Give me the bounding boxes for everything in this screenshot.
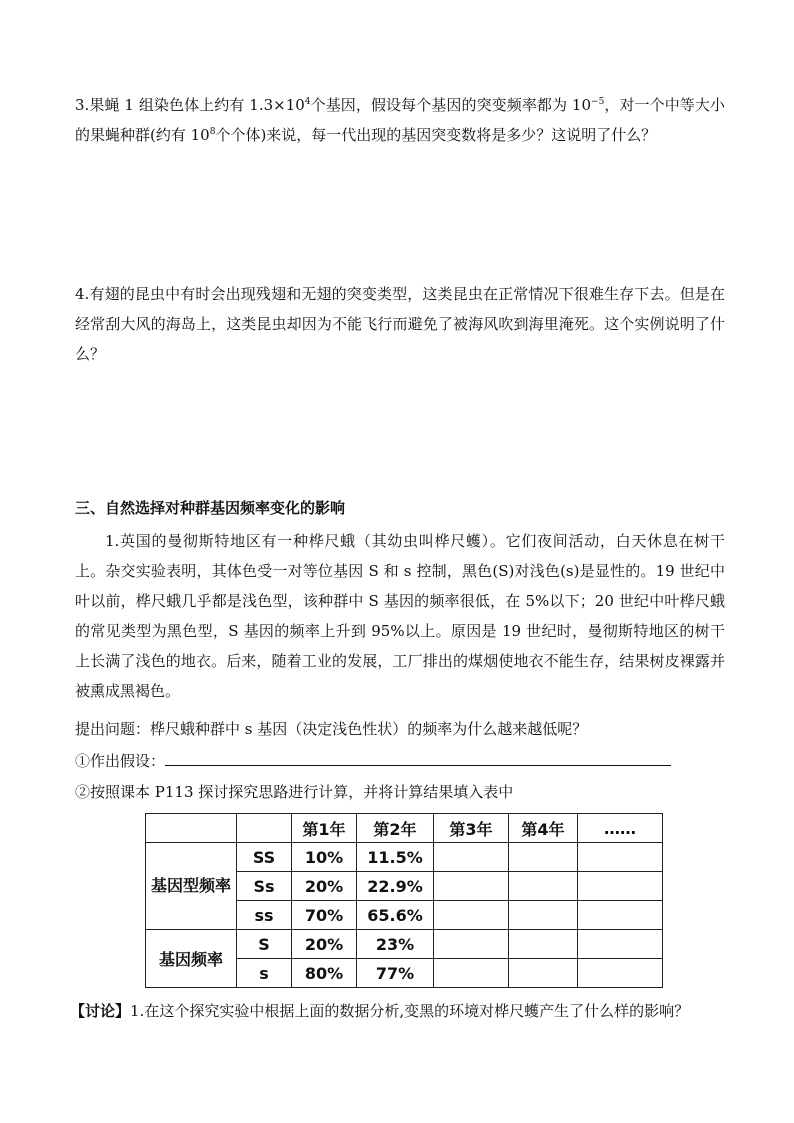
calc-instruction: ②按照课本 P113 探讨探究思路进行计算，并将计算结果填入表中	[75, 783, 514, 801]
table-row	[146, 843, 663, 872]
table-cell[interactable]	[509, 959, 578, 988]
table-cell[interactable]	[509, 930, 578, 959]
table-cell[interactable]	[434, 872, 509, 901]
table-cell: 80%	[292, 959, 357, 988]
table-cell: 20%	[292, 872, 357, 901]
table-cell: 70%	[292, 901, 357, 930]
hypothesis-label: ①作出假设：	[75, 752, 166, 770]
table-cell[interactable]	[578, 901, 663, 930]
q3-text-2: 个基因，假设每个基因的突变频率都为 10	[310, 96, 592, 114]
table-cell: 77%	[357, 959, 434, 988]
q3-exponent-3: 8	[209, 127, 216, 137]
hypothesis-line	[75, 746, 725, 776]
question-3	[75, 90, 725, 150]
genotype-cell: SS	[237, 843, 292, 872]
discussion	[70, 996, 730, 1026]
table-cell[interactable]	[578, 872, 663, 901]
gene-cell: s	[237, 959, 292, 988]
table-cell[interactable]	[434, 901, 509, 930]
table-header-cell	[146, 814, 237, 843]
section-3-item-1: 1.英国的曼彻斯特地区有一种桦尺蛾（其幼虫叫桦尺蠖）。它们夜间活动，白天休息在树干上。杂交实验表明，其体色受一对等位基因 S 和 s 控制，黑色(S)对浅色(s)是显性的。19 世纪中叶以前，桦尺蛾几乎都是浅色型，该种群中 S 基因的频率很低，在 5%以下；20 世纪中叶桦尺蛾的常见类型为黑色型，S 基因的频率上升到 95%以上。原因是 19 世纪时，曼彻斯特地区的树干上长满了浅色的地衣。后来，随着工业的发展，工厂排出的煤烟使地衣不能生存，结果树皮裸露并被熏成黑褐色。	[75, 532, 725, 700]
table-cell[interactable]	[509, 843, 578, 872]
table-header-cell: 第3年	[434, 814, 509, 843]
q3-exponent-1: 4	[304, 97, 311, 107]
table-cell[interactable]	[578, 843, 663, 872]
gene-cell: S	[237, 930, 292, 959]
genotype-cell: ss	[237, 901, 292, 930]
genotype-cell: Ss	[237, 872, 292, 901]
section-3-heading: 三、自然选择对种群基因频率变化的影响	[75, 499, 346, 517]
table-header-cell: 第2年	[357, 814, 434, 843]
table-cell[interactable]	[578, 930, 663, 959]
posed-question: 提出问题：桦尺蛾种群中 s 基因（决定浅色性状）的频率为什么越来越低呢？	[75, 720, 588, 738]
table-cell: 22.9%	[357, 872, 434, 901]
table-header-cell	[237, 814, 292, 843]
hypothesis-blank[interactable]	[165, 748, 671, 766]
q3-text-1: 3.果蝇 1 组染色体上约有 1.3×10	[75, 96, 305, 114]
table-cell: 10%	[292, 843, 357, 872]
table-cell[interactable]	[509, 872, 578, 901]
frequency-table	[145, 813, 663, 988]
discussion-label: 【讨论】	[70, 1002, 131, 1020]
table-header-row	[146, 814, 663, 843]
table-cell: 11.5%	[357, 843, 434, 872]
q3-text-4: 个个体)来说，每一代出现的基因突变数将是多少？这说明了什么？	[215, 126, 657, 144]
table-header-cell: 第1年	[292, 814, 357, 843]
q3-text-3: ，对一个中等大小的果蝇种群(约有 10	[75, 96, 726, 144]
discussion-text: 1.在这个探究实验中根据上面的数据分析,变黑的环境对桦尺蠖产生了什么样的影响？	[130, 1002, 690, 1020]
table-cell[interactable]	[434, 843, 509, 872]
table-cell[interactable]	[578, 959, 663, 988]
table-cell[interactable]	[434, 930, 509, 959]
genotype-frequency-label: 基因型频率	[146, 843, 237, 930]
table-header-cell: ……	[578, 814, 663, 843]
table-cell: 20%	[292, 930, 357, 959]
table-cell: 65.6%	[357, 901, 434, 930]
table-header-cell: 第4年	[509, 814, 578, 843]
table-cell[interactable]	[434, 959, 509, 988]
table-cell: 23%	[357, 930, 434, 959]
question-4: 4.有翅的昆虫中有时会出现残翅和无翅的突变类型，这类昆虫在正常情况下很难生存下去。但是在经常刮大风的海岛上，这类昆虫却因为不能飞行而避免了被海风吹到海里淹死。这个实例说明了什么？	[75, 285, 725, 363]
table-cell[interactable]	[509, 901, 578, 930]
gene-frequency-label: 基因频率	[146, 930, 237, 988]
q3-exponent-2: −5	[591, 97, 605, 107]
table-row	[146, 930, 663, 959]
